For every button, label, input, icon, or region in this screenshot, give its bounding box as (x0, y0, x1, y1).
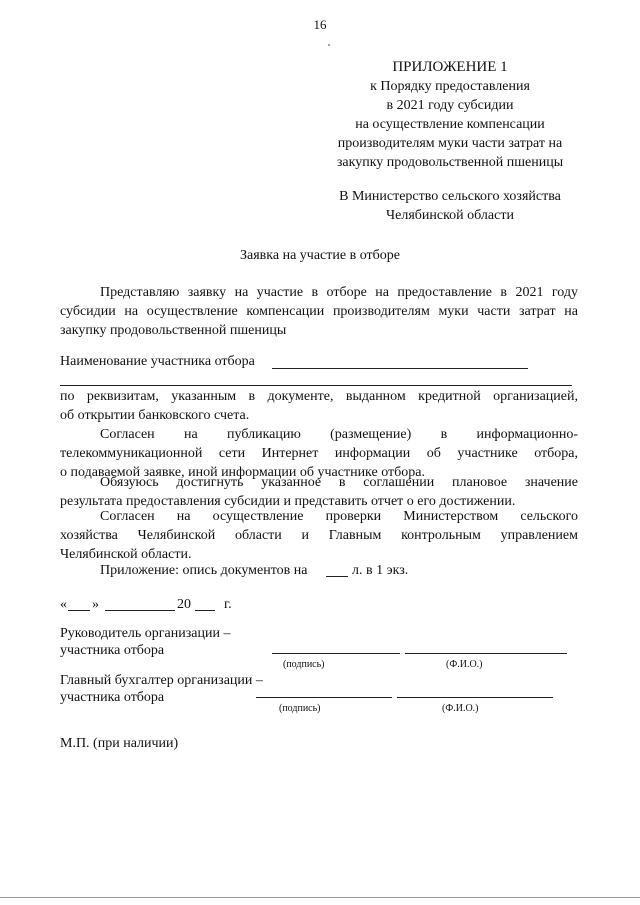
date-year-suffix: г. (224, 597, 232, 612)
publication-consent-line: телекоммуникационной сети Интернет информации об участнике отбора, (60, 446, 578, 461)
accountant-signature-field[interactable] (256, 697, 392, 698)
requisites-line: об открытии банковского счета. (60, 408, 250, 423)
head-signature-field[interactable] (272, 653, 400, 654)
appendix-line: в 2021 году субсидии (386, 98, 514, 113)
attachment-suffix: л. в 1 экз. (352, 563, 409, 578)
appendix-line: на осуществление компенсации (355, 117, 545, 132)
date-day-field[interactable] (68, 610, 90, 611)
head-label-line: участника отбора (60, 643, 165, 658)
intro-line: Представляю заявку на участие в отборе на предоставление в 2021 году (100, 285, 578, 300)
date-month-field[interactable] (105, 610, 175, 611)
date-year-prefix: 20 (177, 597, 191, 612)
head-signature-caption: (подпись) (283, 659, 325, 670)
obligation-line: результата предоставления субсидии и представить отчет о его достижении. (60, 494, 516, 509)
addressee-line: В Министерство сельского хозяйства (339, 189, 561, 204)
appendix-block (300, 58, 600, 225)
obligation-paragraph (60, 473, 578, 511)
appendix-line: производителям муки части затрат на (337, 136, 563, 151)
publication-consent-line: Согласен на публикацию (размещение) в информационно- (100, 427, 578, 442)
requisites-paragraph (60, 387, 578, 425)
page-number: 16 (313, 17, 327, 32)
participant-label: Наименование участника отбора (60, 354, 255, 369)
head-name-field[interactable] (405, 653, 567, 654)
audit-consent-line: хозяйства Челябинской области и Главным контрольным управлением (60, 528, 578, 543)
obligation-line: Обязуюсь достигнуть указанное в соглашении плановое значение (100, 475, 578, 490)
publication-consent-line: о подаваемой заявке, иной информации об участнике отбора. (60, 465, 425, 480)
page-bottom-edge (0, 897, 640, 898)
scan-speck (328, 44, 330, 46)
audit-consent-paragraph (60, 507, 578, 564)
participant-name-field[interactable] (272, 368, 528, 369)
head-name-caption: (Ф.И.О.) (446, 659, 483, 670)
accountant-label-line: участника отбора (60, 690, 165, 705)
audit-consent-line: Согласен на осуществление проверки Министерством сельского (100, 509, 578, 524)
attachment-pages-field[interactable] (326, 576, 348, 577)
audit-consent-line: Челябинской области. (60, 547, 192, 562)
appendix-line: к Порядку предоставления (370, 79, 530, 94)
intro-paragraph (60, 283, 578, 340)
accountant-name-caption: (Ф.И.О.) (442, 703, 479, 714)
appendix-line: закупку продовольственной пшеницы (336, 155, 564, 170)
participant-name-field-continuation[interactable] (60, 385, 572, 386)
attachment-prefix: Приложение: опись документов на (100, 563, 308, 578)
date-open-quote: « (60, 597, 67, 612)
requisites-line: по реквизитам, указанным в документе, выданном кредитной организацией, (60, 389, 578, 404)
intro-line: закупку продовольственной пшеницы (60, 323, 287, 338)
addressee-line: Челябинской области (386, 208, 514, 223)
accountant-label-line: Главный бухгалтер организации – (60, 673, 263, 688)
accountant-signature-caption: (подпись) (279, 703, 321, 714)
appendix-heading: ПРИЛОЖЕНИЕ 1 (392, 59, 508, 75)
date-year-field[interactable] (195, 610, 215, 611)
form-title: Заявка на участие в отборе (240, 248, 400, 263)
head-label-line: Руководитель организации – (60, 626, 231, 641)
accountant-name-field[interactable] (397, 697, 553, 698)
stamp-note: М.П. (при наличии) (60, 736, 179, 751)
date-close-quote: » (92, 597, 99, 612)
intro-line: субсидии на осуществление компенсации производителям муки части затрат на (60, 304, 578, 319)
